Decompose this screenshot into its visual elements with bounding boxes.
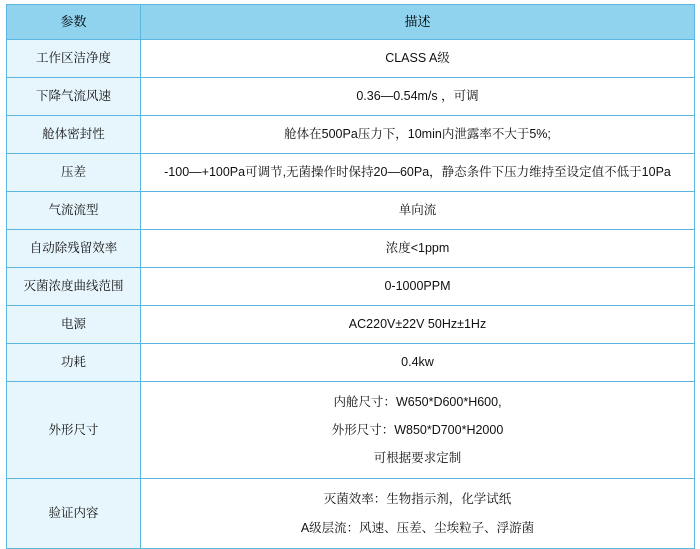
row-parameter: 外形尺寸 <box>7 382 141 479</box>
table-row <box>7 78 695 116</box>
table-row <box>7 192 695 230</box>
row-parameter: 气流流型 <box>7 192 141 230</box>
row-description: 舱体在500Pa压力下，10min内泄露率不大于5%; <box>141 116 695 154</box>
row-description: -100—+100Pa可调节,无菌操作时保持20—60Pa，静态条件下压力维持至设定值不低于10Pa <box>141 154 695 192</box>
row-description: 0.36—0.54m/s ，可调 <box>141 78 695 116</box>
column-header-description: 描述 <box>141 5 695 40</box>
row-parameter: 自动除残留效率 <box>7 230 141 268</box>
table-body <box>7 40 695 549</box>
table-row <box>7 382 695 479</box>
row-parameter: 验证内容 <box>7 479 141 548</box>
description-line: 外形尺寸：W850*D700*H2000 <box>331 423 504 438</box>
row-description: 0.4kw <box>141 344 695 382</box>
row-description: 浓度<1ppm <box>141 230 695 268</box>
row-parameter: 功耗 <box>7 344 141 382</box>
description-line: A级层流：风速、压差、尘埃粒子、浮游菌 <box>300 520 535 535</box>
specification-table <box>6 4 695 549</box>
table-row <box>7 268 695 306</box>
row-description: 单向流 <box>141 192 695 230</box>
row-description: 0-1000PPM <box>141 268 695 306</box>
row-description <box>141 382 695 479</box>
row-description: AC220V±22V 50Hz±1Hz <box>141 306 695 344</box>
description-line: 灭菌效率：生物指示剂，化学试纸 <box>323 492 512 507</box>
table-row <box>7 230 695 268</box>
table-row <box>7 154 695 192</box>
table-row <box>7 306 695 344</box>
row-parameter: 电源 <box>7 306 141 344</box>
table-header <box>7 5 695 40</box>
column-header-parameter: 参数 <box>7 5 141 40</box>
row-parameter: 压差 <box>7 154 141 192</box>
row-parameter: 工作区洁净度 <box>7 40 141 78</box>
row-parameter: 下降气流风速 <box>7 78 141 116</box>
row-description <box>141 479 695 548</box>
table-row <box>7 116 695 154</box>
table-header-row <box>7 5 695 40</box>
table-row <box>7 40 695 78</box>
row-description: CLASS A级 <box>141 40 695 78</box>
description-line: 内舱尺寸：W650*D600*H600, <box>333 395 502 409</box>
table-row <box>7 344 695 382</box>
row-parameter: 灭菌浓度曲线范围 <box>7 268 141 306</box>
description-line: 可根据要求定制 <box>373 451 462 466</box>
row-parameter: 舱体密封性 <box>7 116 141 154</box>
table-row <box>7 479 695 548</box>
